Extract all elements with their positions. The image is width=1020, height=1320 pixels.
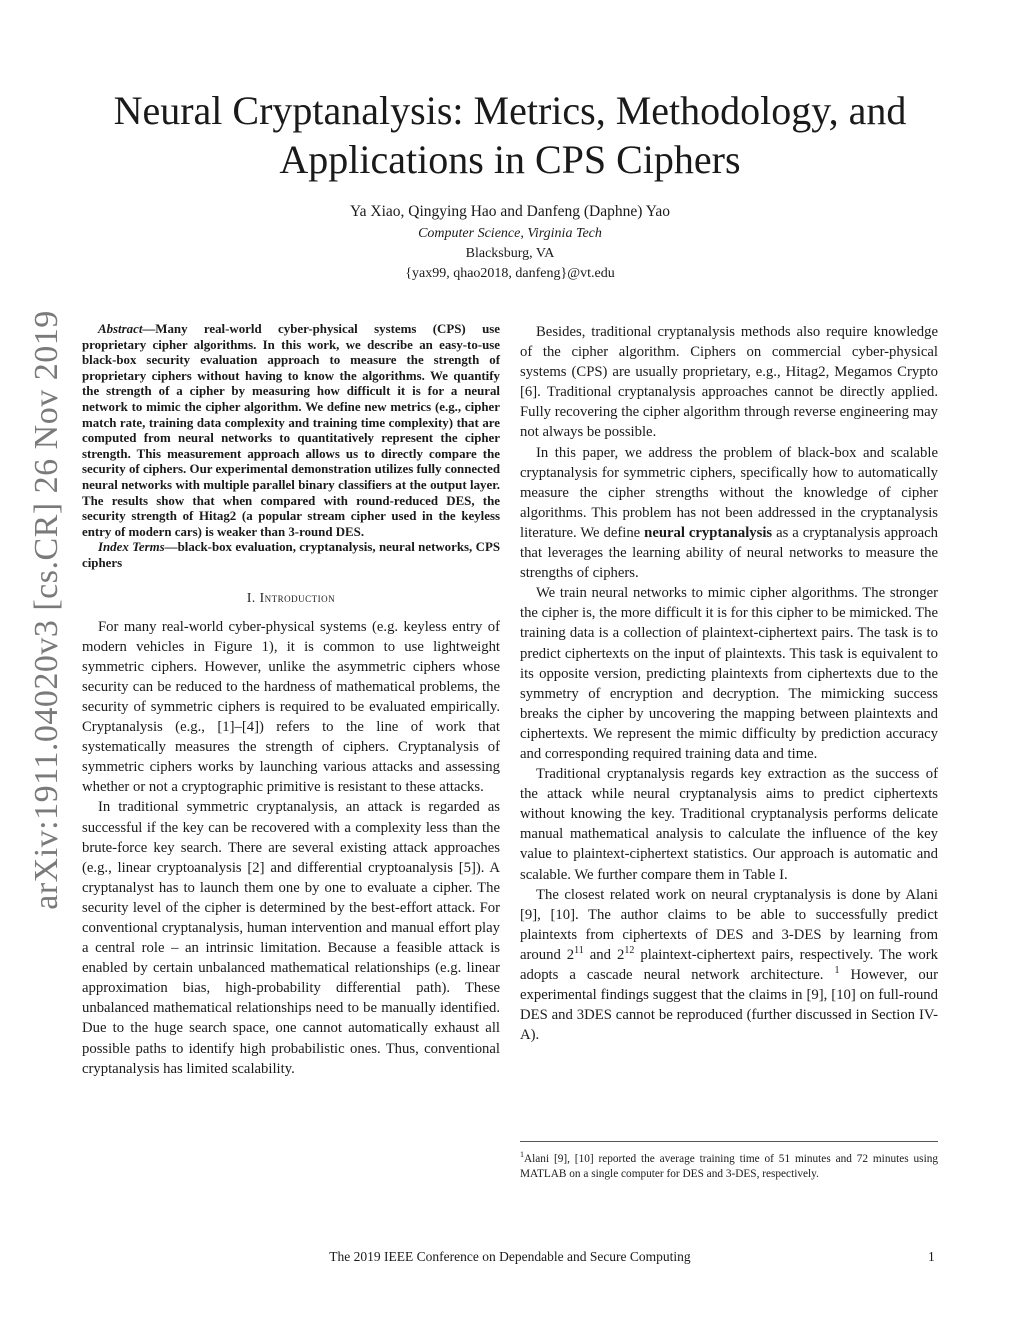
abstract-text: Many real-world cyber-physical systems (CPS) use proprietary cipher algorithms. In this work, we describe an easy-to-use black-box security evaluation approach to measure the strength of proprietary ciphers without having to know the algorithms. We quantify the strength of a cipher by measuring how difficult it is for a neural network to mimic the cipher algorithm. We define new metrics (e.g., cipher match rate, training data complexity and training time complexity) that are computed from neural networks to quantitatively represent the cipher strength. This measurement approach allows us to directly compare the security of ciphers. Our experimental demonstration utilizes fully connected neural networks with multiple parallel binary classifiers at the output layer. The results show that when compared with round-reduced DES, the security strength of Hitag2 (a popular stream cipher used in the keyless entry of modern cars) is weaker than 3-round DES. — [82, 322, 500, 539]
arxiv-stamp — [12, 310, 82, 910]
footnote-marker: 1 — [834, 965, 840, 977]
abstract-label: Abstract — [98, 322, 143, 336]
affiliation-emails: {yax99, qhao2018, danfeng}@vt.edu — [405, 266, 615, 281]
index-terms-text: black-box evaluation, cryptanalysis, neural networks, CPS ciphers — [82, 540, 500, 570]
p5-text-b: and 2 — [583, 946, 625, 963]
right-paragraph-2 — [520, 443, 938, 584]
right-paragraph-3: We train neural networks to mimic cipher algorithms. The stronger the cipher is, the more difficult it is for this cipher to be mimicked. The training data is a collection of plaintext-ciphertext pairs. The task is to predict ciphertexts on the input of plaintexts. This task is equivalent to its opposite version, predicting plaintexts from ciphertexts due to the symmetry of encryption and decryption. The mimicking success breaks the cipher by uncovering the mapping between plaintexts and ciphertexts. We represent the mimic difficulty by prediction accuracy and corresponding required training data and time. — [520, 585, 938, 762]
footnote-text: Alani [9], [10] reported the average training time of 51 minutes and 72 minutes using MATLAB on a single computer for DES and 3-DES, respectively. — [520, 1153, 938, 1180]
p2-text-a: In this paper, we address the problem of black-box and scalable cryptanalysis for symmetric ciphers, specifically how to automatically measure the cipher strengths without the knowledge of cipher algorithms. This problem has not been addressed in the cryptanalysis literature. We define — [520, 444, 938, 541]
section-title: Introduction — [259, 589, 336, 605]
p5-text-d: However, our experimental findings suggest that the claims in [9], [10] on full-round DES and 3DES cannot be reproduced (further discussed in Section IV-A). — [520, 967, 939, 1044]
exponent-11: 11 — [574, 945, 584, 957]
neural-cryptanalysis-term: neural cryptanalysis — [644, 524, 773, 541]
index-terms: Index Terms—black-box evaluation, cryptanalysis, neural networks, CPS ciphers — [82, 540, 500, 570]
footnote-number: 1 — [520, 1150, 524, 1160]
arxiv-stamp-text: arXiv:1911.04020v3 [cs.CR] 26 Nov 2019 — [28, 310, 65, 910]
p2-text-b: as a cryptanalysis approach that leverages the learning ability of neural networks to measure the strengths of ciphers. — [520, 524, 938, 582]
affiliation-city: Blacksburg, VA — [465, 246, 555, 261]
section-number: I. — [246, 589, 256, 605]
p5-text-c: plaintext-ciphertext pairs, respectively. The work adopts a cascade neural network architecture. — [520, 946, 938, 983]
right-column — [520, 322, 938, 1045]
intro-paragraph-1: For many real-world cyber-physical systems (e.g. keyless entry of modern vehicles in Figure 1), it is common to use lightweight symmetric ciphers. However, unlike the asymmetric ciphers whose security can be reduced to the hardness of mathematical problems, the security of symmetric ciphers is required to be evaluated empirically. Cryptanalysis (e.g., [1]–[4]) refers to the line of work that systematically measures the strength of ciphers. Cryptanalysis of symmetric ciphers works by launching various attacks and assessing whether or not a cryptographic primitive is resistant to these attacks. — [82, 618, 500, 796]
index-terms-label: Index Terms — [98, 540, 165, 555]
p5-text-a: The closest related work on neural cryptanalysis is done by Alani [9], [10]. The author claims to be able to successfully predict plaintexts from ciphertexts of DES and 3-DES by learning from around 2 — [520, 886, 938, 963]
paper-title: Neural Cryptanalysis: Metrics, Methodology, and Applications in CPS Ciphers — [113, 88, 907, 182]
affiliation-block — [0, 224, 1020, 284]
right-paragraph-4: Traditional cryptanalysis regards key extraction as the success of the attack while neural cryptanalysis aims to predict ciphertexts without knowing the key. Traditional cryptanalysis performs delicate manual mathematical analysis to calculate the influence of the key value to plaintext-ciphertext statistics. Our approach is automatic and scalable. We further compare them in Table I. — [520, 766, 938, 883]
intro-paragraph-2: In traditional symmetric cryptanalysis, an attack is regarded as successful if the key can be recovered with a complexity less than the brute-force key search. There are several existing attack approaches (e.g., linear cryptoanalysis [2] and differential cryptoanalysis [5]). A cryptanalyst has to launch them one by one to evaluate a cipher. The security level of the cipher is determined by the best-effort attack. For conventional cryptanalysis, human intervention and manual effort play a central role – an intrinsic limitation. Because a feasible attack is enabled by certain unbalanced mathematical relationships (e.g. linear approximation bias, high-probability differential path). These unbalanced mathematical relationships need to be manually identified. Due to the huge search space, one cannot automatically exhaust all possible paths to identify high probabilistic ones. Thus, conventional cryptanalysis has limited scalability. — [82, 799, 500, 1077]
affiliation-department: Computer Science, Virginia Tech — [418, 226, 602, 241]
conference-footer: The 2019 IEEE Conference on Dependable and Secure Computing — [329, 1249, 691, 1264]
right-paragraph-5 — [520, 885, 938, 1046]
exponent-12: 12 — [624, 945, 635, 957]
page-number: 1 — [928, 1249, 935, 1264]
left-column — [82, 322, 500, 1079]
section-heading-introduction — [82, 588, 500, 608]
footnote — [520, 1141, 938, 1181]
right-paragraph-1: Besides, traditional cryptanalysis methods also require knowledge of the cipher algorithm. Ciphers on commercial cyber-physical systems (CPS) are usually proprietary, e.g., Hitag2, Megamos Crypto [6]. Traditional cryptanalysis approaches cannot be directly applied. Fully recovering the cipher algorithm through reverse engineering may not always be possible. — [520, 324, 938, 441]
abstract: Abstract—Many real-world cyber-physical systems (CPS) use proprietary cipher algorithms. In this work, we describe an easy-to-use black-box security evaluation approach to measure the strength of proprietary ciphers without having to know the algorithms. We quantify the strength of a cipher by measuring how difficult it is for a neural network to mimic the cipher algorithm. We define new metrics (e.g., cipher match rate, training data complexity and training time complexity) that are computed from neural networks to quantitatively represent the cipher strength. This measurement approach allows us to directly compare the security of ciphers. Our experimental demonstration utilizes fully connected neural networks with multiple parallel binary classifiers at the output layer. The results show that when compared with round-reduced DES, the security strength of Hitag2 (a popular stream cipher used in the keyless entry of modern cars) is weaker than 3-round DES. — [82, 322, 500, 539]
author-list: Ya Xiao, Qingying Hao and Danfeng (Daphne) Yao — [350, 203, 670, 220]
